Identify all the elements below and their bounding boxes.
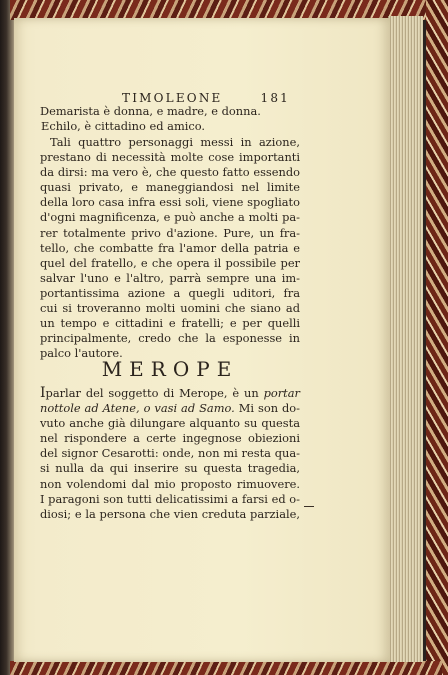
drop-letter: I bbox=[40, 385, 46, 401]
text-line: quasi privato, e maneggiandosi nel limite bbox=[40, 180, 300, 195]
paragraph-merope bbox=[40, 386, 300, 522]
text-line: da dirsi: ma vero è, che questo fatto essendo bbox=[40, 165, 300, 180]
catchword-dash bbox=[304, 506, 314, 507]
marbled-cover-top bbox=[10, 0, 442, 20]
text-line: non volendomi dal mio proposto rimuovere. bbox=[40, 476, 300, 491]
text-fragment: Mi son do- bbox=[234, 401, 300, 416]
text-line: un tempo e cittadini e fratelli; e per quelli bbox=[40, 316, 300, 331]
text-line: quel del fratello, e che opera il possibile per bbox=[40, 255, 300, 270]
page-edges bbox=[388, 16, 423, 662]
text-line: nel rispondere a certe ingegnose obiezioni bbox=[40, 431, 300, 446]
text-line: cui si troveranno molti uomini che siano ad bbox=[40, 301, 300, 316]
text-line: Tali quattro personaggi messi in azione, bbox=[50, 135, 300, 149]
marbled-cover-bottom bbox=[10, 661, 442, 675]
text-line: si nulla da qui inserire su questa tragedia, bbox=[40, 461, 300, 476]
character-list bbox=[40, 104, 300, 134]
running-head-title: TIMOLEONE bbox=[122, 91, 223, 105]
text-line bbox=[40, 386, 300, 401]
text-line: d'ogni magnificenza, e può anche a molti pa- bbox=[40, 210, 300, 225]
text-line: salvar l'uno e l'altro, parrà sempre una im- bbox=[40, 270, 300, 285]
text-line: diosi; e la persona che vien creduta parziale, bbox=[40, 506, 300, 521]
text-line: principalmente, credo che la esponesse in bbox=[40, 331, 300, 346]
text-line: prestano di necessità molte cose importanti bbox=[40, 150, 300, 165]
marbled-cover-right bbox=[426, 0, 448, 675]
text-line: Demarista è donna, e madre, e donna. bbox=[40, 104, 261, 118]
text-line: palco l'autore. bbox=[40, 346, 123, 361]
text-line: rer totalmente privo d'azione. Pure, un fra- bbox=[40, 225, 300, 240]
page-number: 181 bbox=[260, 91, 290, 105]
text-line: del signor Cesarotti: onde, non mi resta qua- bbox=[40, 446, 300, 461]
text-line bbox=[40, 401, 300, 416]
text-line: tello, che combatte fra l'amor della patria e bbox=[40, 240, 300, 255]
section-title: MEROPE bbox=[101, 357, 239, 381]
running-head bbox=[122, 91, 290, 105]
italic-fragment: portar bbox=[263, 386, 300, 400]
text-line: vuto anche già dilungare alquanto su questa bbox=[40, 416, 300, 431]
text-fragment: parlar del soggetto di Merope, è un bbox=[45, 386, 264, 400]
italic-fragment: nottole ad Atene, o vasi ad Samo. bbox=[40, 401, 235, 416]
text-line: della loro casa infra essi soli, viene spogliato bbox=[40, 195, 300, 210]
text-line: I paragoni son tutti delicatissimi a farsi ed o- bbox=[40, 491, 300, 506]
text-line: portantissima azione a quegli uditori, fra bbox=[40, 285, 300, 300]
text-line: Echilo, è cittadino ed amico. bbox=[41, 119, 206, 134]
paragraph-timoleone bbox=[40, 135, 300, 361]
